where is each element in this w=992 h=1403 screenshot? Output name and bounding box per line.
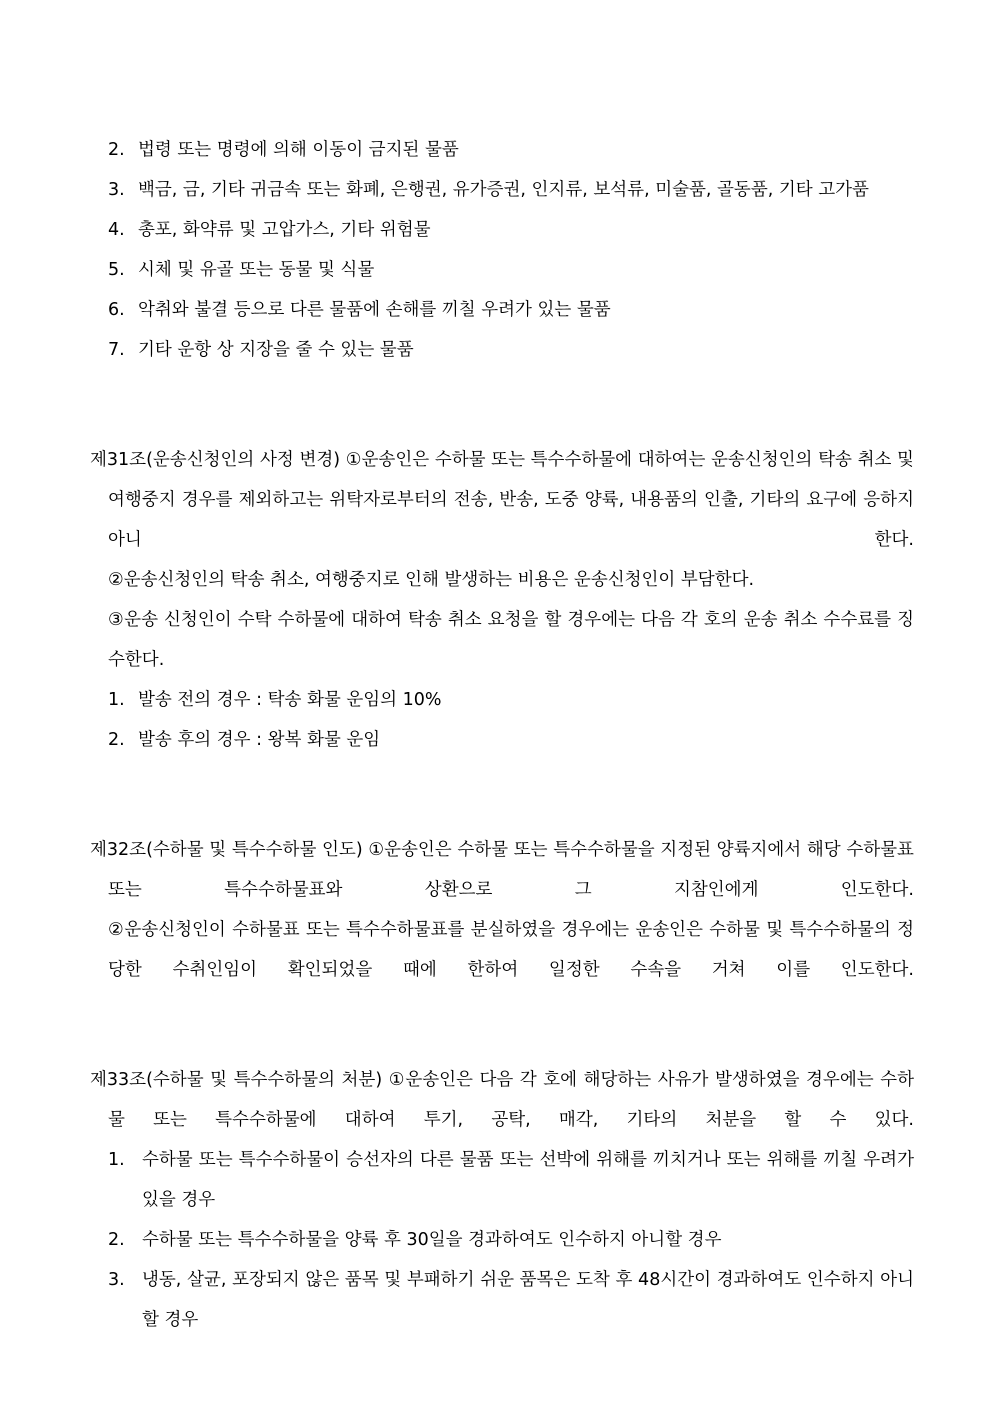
article-31 [90,440,914,760]
document-body [90,130,914,1340]
article-33-sub-list [90,1140,914,1340]
article-31-clause-1-rest: 운송신청인의 탁송 취소 및 여행중지 경우를 제외하고는 위탁자로부터의 전송, 반송, 도중 양륙, 내용품의 인출, 기타의 요구에 응하지 아니 한다. [108,450,914,550]
list-item-marker: 3. [108,180,125,200]
article-31-clause-2: ②운송신청인의 탁송 취소, 여행중지로 인해 발생하는 비용은 운송신청인이 부담한다. [108,570,755,590]
list-item-marker: 2. [108,1230,125,1250]
article-31-first-paragraph [90,440,914,560]
list-item-text: 기타 운항 상 지장을 줄 수 있는 물품 [138,340,414,360]
list-item-text: 발송 후의 경우 : 왕복 화물 운임 [138,730,381,750]
list-item-text: 냉동, 살균, 포장되지 않은 품목 및 부패하기 쉬운 품목은 도착 후 48시간이 경과하여도 인수하지 아니할 경우 [142,1270,914,1330]
list-item-text: 발송 전의 경우 : 탁송 화물 운임의 10% [138,690,442,710]
article-32-clause-1-rest: 양륙지에서 해당 수하물표 또는 특수수하물표와 상환으로 그 지참인에게 인도한다. [108,840,914,900]
list-item-marker: 1. [108,1150,125,1170]
list-item [90,680,914,720]
article-32-clause-1-text: 수하물 또는 특수수하물을 지정된 [457,840,712,860]
list-item-marker: 2. [108,140,125,160]
article-31-clause-1-text: 수하물 또는 특수수하물에 대하여는 [434,450,706,470]
article-33-clause-1-rest: 발생하였을 경우에는 수하물 또는 특수수하물에 대하여 투기, 공탁, 매각, 기타의 처분을 할 수 있다. [108,1070,914,1130]
list-item [90,250,914,290]
list-item-text: 법령 또는 명령에 의해 이동이 금지된 물품 [138,140,459,160]
article-33-clause-1-head: ①운송인은 [388,1070,473,1090]
list-item [90,170,914,210]
article-33-first-paragraph [90,1060,914,1140]
list-item-text: 백금, 금, 기타 귀금속 또는 화폐, 은행권, 유가증권, 인지류, 보석류, 미술품, 골동품, 기타 고가품 [138,180,869,200]
top-numbered-list [90,130,914,370]
list-item-text: 수하물 또는 특수수하물을 양륙 후 30일을 경과하여도 인수하지 아니할 경우 [142,1230,722,1250]
article-32-clause-2: ②운송신청인이 수하물표 또는 특수수하물표를 분실하였을 경우에는 운송인은 수하물 및 특수수하물의 정당한 수취인임이 확인되었을 때에 한하여 일정한 수속을 거쳐 이를 인도한다. [108,920,914,980]
list-item-marker: 4. [108,220,125,240]
list-item-text: 시체 및 유골 또는 동물 및 식물 [138,260,375,280]
article-32-first-paragraph [90,830,914,910]
list-item-marker: 6. [108,300,125,320]
article-31-heading: 제31조(운송신청인의 사정 변경) [90,450,341,470]
list-item-text: 수하물 또는 특수수하물이 승선자의 다른 물품 또는 선박에 위해를 끼치거나 또는 위해를 끼칠 우려가 있을 경우 [142,1150,914,1210]
article-32-heading: 제32조(수하물 및 특수수하물 인도) [90,840,363,860]
list-item [90,330,914,370]
list-item-marker: 1. [108,690,125,710]
article-32 [90,830,914,990]
list-item [90,290,914,330]
list-item-marker: 3. [108,1270,125,1290]
section-spacer [90,370,914,406]
article-31-clause-1-head: ①운송인은 [345,450,430,470]
list-item [90,1220,914,1260]
section-spacer [90,760,914,796]
list-item-marker: 2. [108,730,125,750]
list-item-marker: 7. [108,340,125,360]
section-spacer [90,990,914,1026]
article-31-sub-list [90,680,914,760]
article-32-clause-1-head: ①운송인은 [368,840,452,860]
article-33-heading: 제33조(수하물 및 특수수하물의 처분) [90,1070,383,1090]
article-33-clause-1-text: 다음 각 호에 해당하는 사유가 [479,1070,709,1090]
list-item-text: 악취와 불결 등으로 다른 물품에 손해를 끼칠 우려가 있는 물품 [138,300,611,320]
list-item [90,1140,914,1220]
list-item [90,130,914,170]
article-33 [90,1060,914,1340]
article-31-clause-3: ③운송 신청인이 수탁 수하물에 대하여 탁송 취소 요청을 할 경우에는 다음 각 호의 운송 취소 수수료를 징수한다. [108,610,914,670]
list-item [90,210,914,250]
list-item-marker: 5. [108,260,125,280]
list-item-text: 총포, 화약류 및 고압가스, 기타 위험물 [138,220,431,240]
list-item [90,1260,914,1340]
list-item [90,720,914,760]
